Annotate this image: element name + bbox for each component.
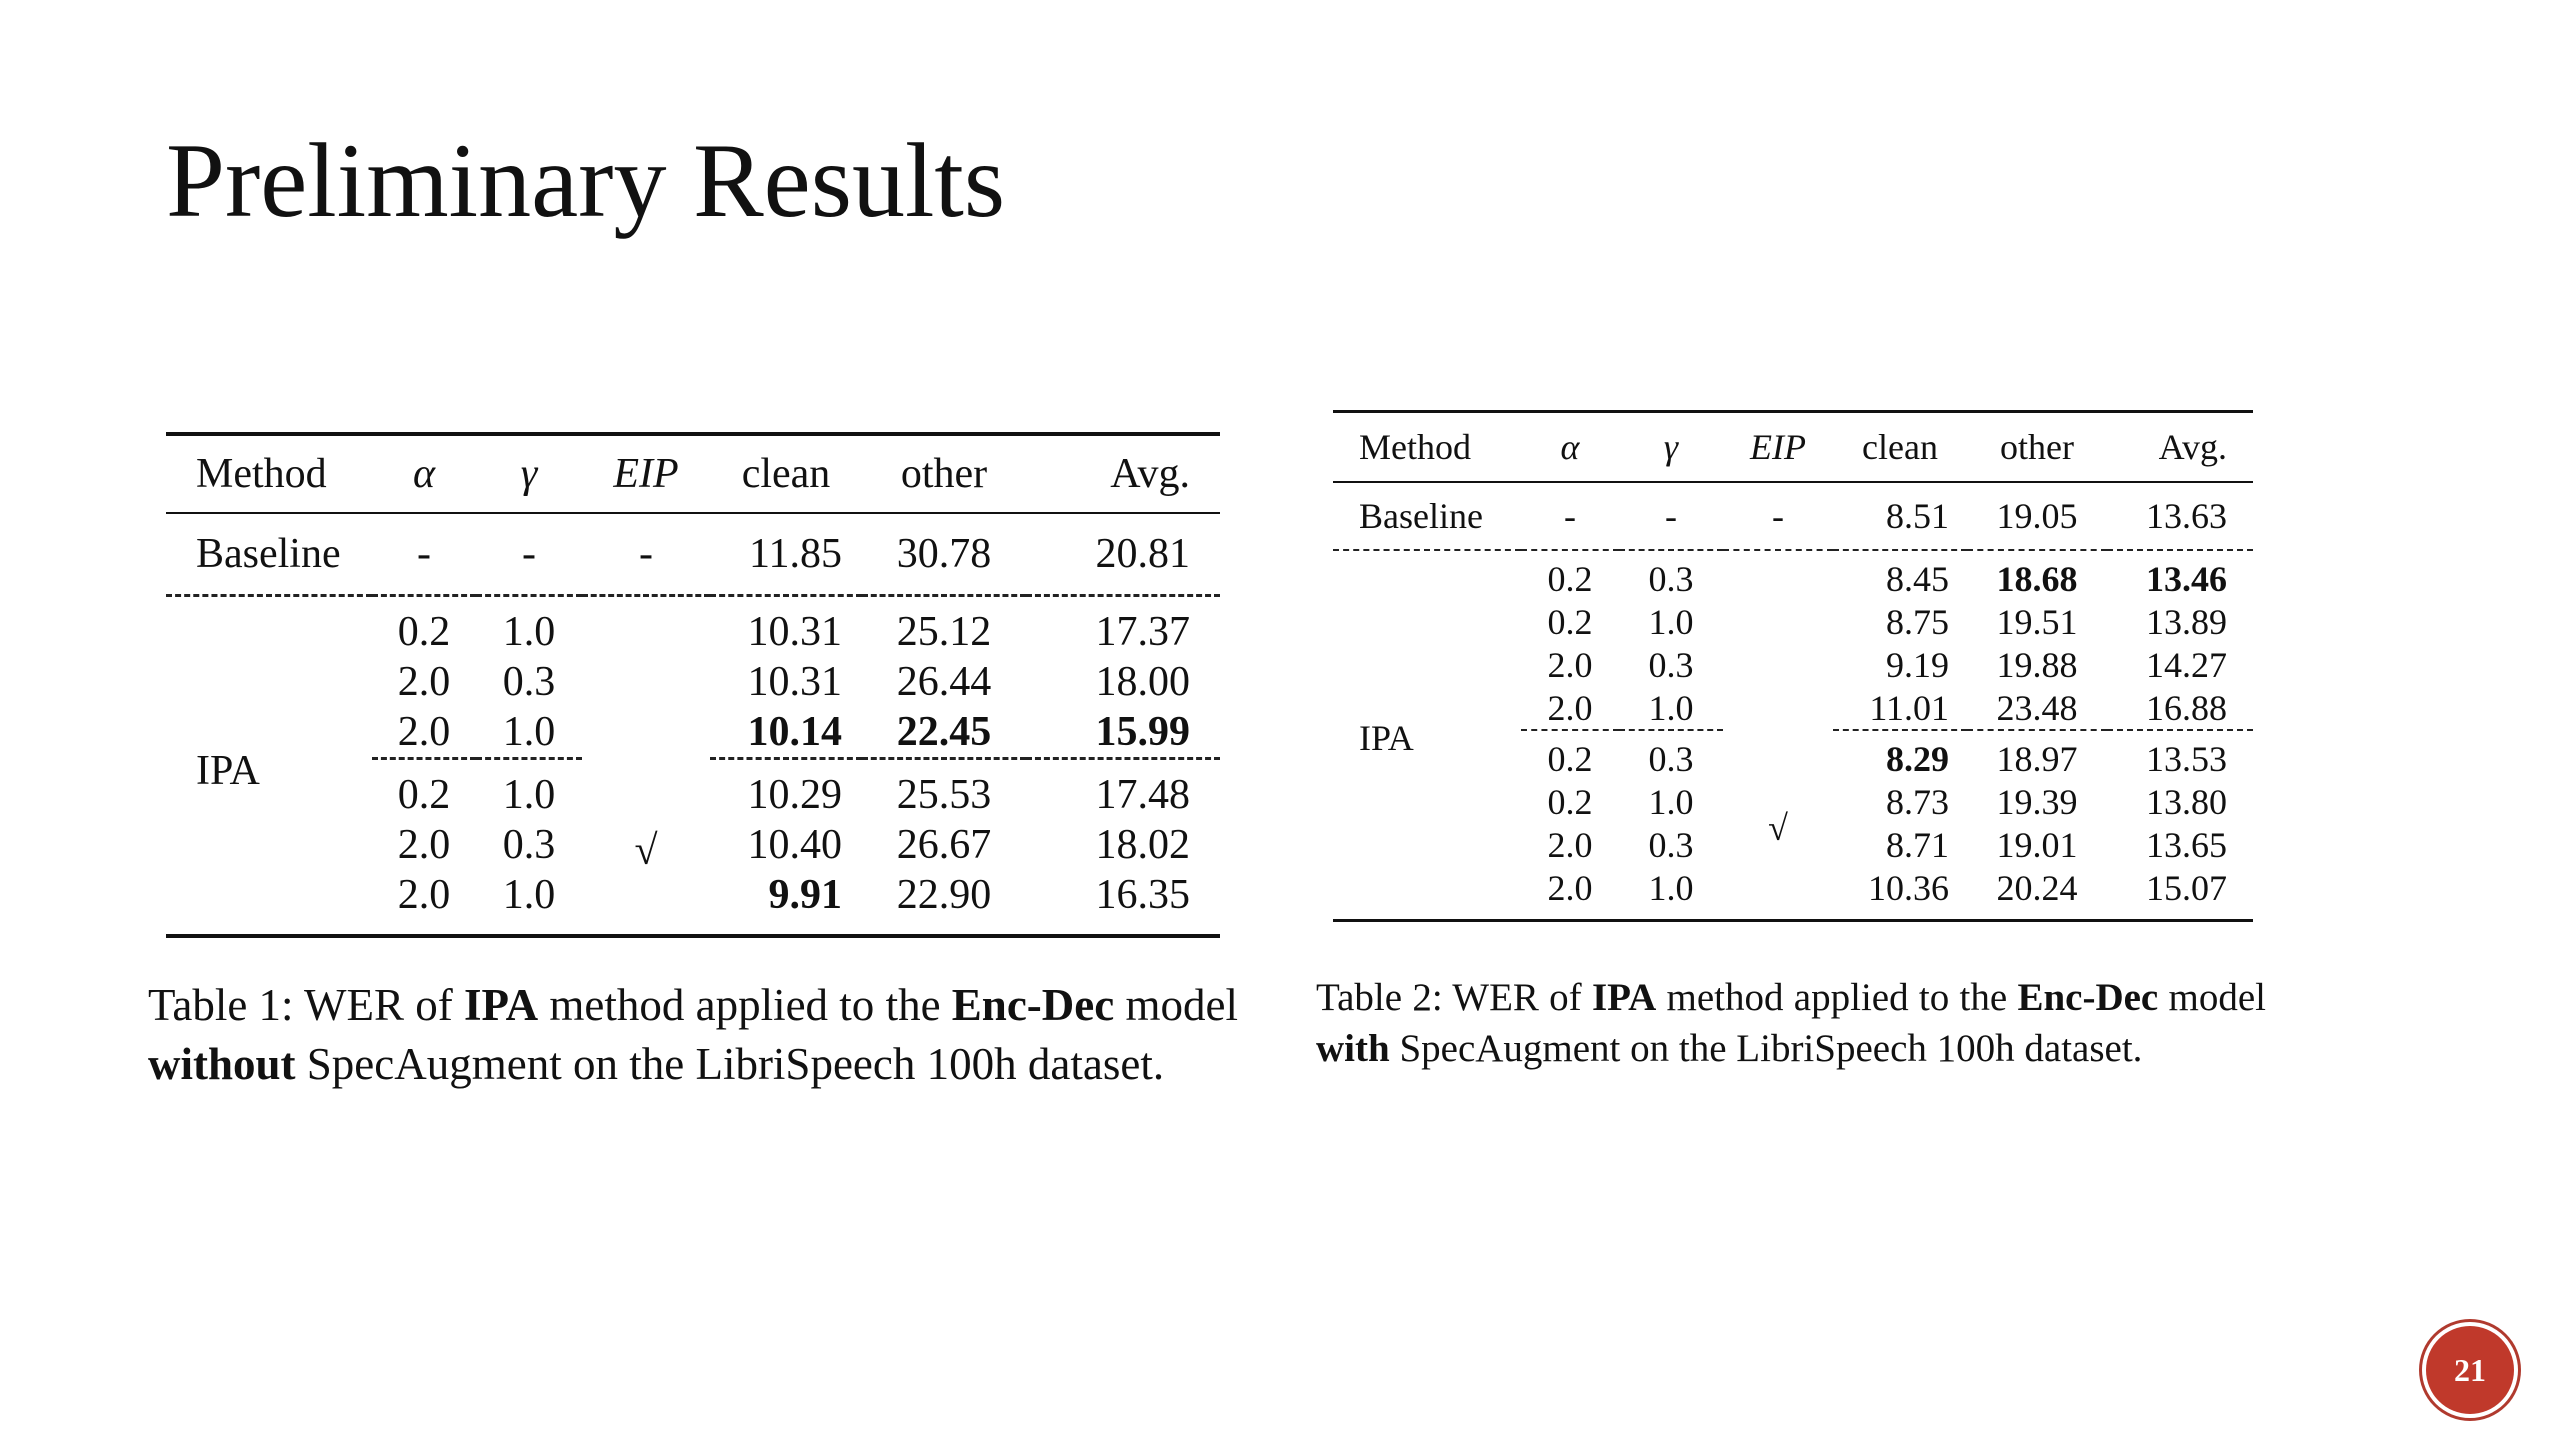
- cell-gamma: 1.0: [1619, 686, 1723, 730]
- cell-eip-empty: [1723, 550, 1833, 730]
- cell-gamma: 1.0: [1648, 867, 1694, 908]
- cell-alpha: 0.2: [397, 772, 451, 818]
- cell-gamma: 0.3: [502, 822, 556, 868]
- cell-avg: 15.99: [1026, 707, 1220, 759]
- cell-gamma: 0.3: [1648, 824, 1694, 865]
- cell-gamma: -: [476, 513, 582, 596]
- cell-alpha: 2.0: [1547, 824, 1593, 865]
- cell-method-group: IPA: [196, 747, 260, 794]
- cell-alpha: 2.0: [372, 707, 476, 759]
- cell-clean: 8.73: [1886, 781, 1949, 822]
- cell-other: 22.45: [862, 707, 1026, 759]
- cell-method: Baseline: [1333, 482, 1521, 550]
- cell-clean: 8.71: [1886, 824, 1949, 865]
- cell-avg: 17.37: [1095, 609, 1190, 655]
- cell-avg: 15.07: [2146, 867, 2227, 908]
- cell-alpha: 2.0: [1547, 644, 1593, 685]
- cell-avg: 16.35: [1095, 872, 1190, 918]
- cell-avg: 14.27: [2146, 644, 2227, 685]
- header-other: other: [862, 434, 1026, 513]
- cell-gamma: 0.3: [1648, 644, 1694, 685]
- cell-alpha: 2.0: [1547, 867, 1593, 908]
- header-eip: EIP: [582, 434, 710, 513]
- cell-method-group: IPA: [1359, 718, 1414, 758]
- header-eip: EIP: [1723, 412, 1833, 483]
- cell-avg: 13.65: [2146, 824, 2227, 865]
- caption-text: SpecAugment on the LibriSpeech 100h dataset.: [1389, 1027, 2143, 1071]
- cell-gamma: 1.0: [1648, 781, 1694, 822]
- cell-gamma: 1.0: [502, 872, 556, 918]
- cell-clean: 10.31: [747, 659, 842, 705]
- cell-avg: 13.53: [2146, 738, 2227, 779]
- cell-clean: 8.45: [1886, 558, 1949, 599]
- caption-text: model: [2158, 976, 2266, 1019]
- caption-bold: Enc-Dec: [2017, 976, 2159, 1019]
- cell-other: 19.88: [1996, 644, 2078, 685]
- header-clean: clean: [710, 434, 862, 513]
- cell-gamma: 1.0: [1648, 601, 1694, 642]
- header-clean: clean: [1833, 412, 1967, 483]
- cell-alpha: 0.2: [397, 609, 451, 655]
- caption-text: method applied to the: [538, 980, 952, 1030]
- cell-alpha: 2.0: [1521, 686, 1619, 730]
- cell-clean: 10.36: [1868, 867, 1949, 908]
- cell-clean: 11.85: [710, 513, 862, 596]
- cell-alpha: 0.2: [1547, 601, 1593, 642]
- cell-avg: 18.02: [1095, 822, 1190, 868]
- cell-avg: 16.88: [2107, 686, 2253, 730]
- check-mark-icon: √: [634, 828, 658, 875]
- page-number-badge: 21: [2426, 1326, 2514, 1414]
- cell-gamma: 0.3: [502, 659, 556, 705]
- cell-clean: 9.19: [1886, 644, 1949, 685]
- caption-text: Table 2: WER of: [1316, 976, 1592, 1019]
- cell-other: 22.90: [896, 872, 992, 918]
- header-gamma: γ: [1619, 412, 1723, 483]
- header-gamma: γ: [476, 434, 582, 513]
- cell-other: 30.78: [862, 513, 1026, 596]
- header-avg: Avg.: [2107, 412, 2253, 483]
- cell-other: 26.67: [896, 822, 992, 868]
- cell-other: 23.48: [1967, 686, 2107, 730]
- results-table-1: [166, 432, 1220, 938]
- cell-clean: 8.51: [1833, 482, 1967, 550]
- cell-other: 18.68: [1996, 558, 2078, 599]
- table-row: [166, 596, 1220, 658]
- cell-other: 19.01: [1996, 824, 2078, 865]
- slide-title: Preliminary Results: [166, 122, 1006, 239]
- table-header-row: [166, 434, 1220, 513]
- cell-other: 25.53: [896, 772, 992, 818]
- caption-bold: Enc-Dec: [951, 980, 1115, 1030]
- table-row: [1333, 482, 2253, 550]
- cell-clean: 10.14: [710, 707, 862, 759]
- cell-gamma: -: [1619, 482, 1723, 550]
- cell-other: 19.05: [1967, 482, 2107, 550]
- cell-alpha: -: [1521, 482, 1619, 550]
- cell-eip-empty: [582, 596, 710, 759]
- cell-alpha: -: [372, 513, 476, 596]
- caption-bold: IPA: [1591, 976, 1657, 1019]
- cell-other: 18.97: [1996, 738, 2078, 779]
- header-method: Method: [1333, 412, 1521, 483]
- cell-other: 25.12: [896, 609, 992, 655]
- cell-clean: 10.31: [747, 609, 842, 655]
- cell-avg: 18.00: [1095, 659, 1190, 705]
- header-alpha: α: [372, 434, 476, 513]
- header-method: Method: [166, 434, 372, 513]
- cell-clean: 10.29: [747, 772, 842, 818]
- cell-gamma: 1.0: [502, 772, 556, 818]
- cell-gamma: 0.3: [1648, 738, 1694, 779]
- cell-alpha: 2.0: [397, 822, 451, 868]
- cell-avg: 13.46: [2146, 558, 2227, 599]
- results-table-2: [1333, 410, 2253, 922]
- caption-text: method applied to the: [1656, 976, 2018, 1019]
- cell-alpha: 2.0: [397, 872, 451, 918]
- caption-text: model: [1114, 980, 1238, 1030]
- table-2-caption: [1316, 972, 2266, 1075]
- cell-alpha: 2.0: [397, 659, 451, 705]
- caption-text: SpecAugment on the LibriSpeech 100h dataset.: [295, 1039, 1165, 1090]
- cell-method: Baseline: [166, 513, 372, 596]
- cell-other: 20.24: [1996, 867, 2078, 908]
- cell-gamma: 1.0: [476, 707, 582, 759]
- cell-alpha: 0.2: [1547, 738, 1593, 779]
- cell-other: 26.44: [896, 659, 992, 705]
- cell-gamma: 1.0: [502, 609, 556, 655]
- cell-avg: 13.63: [2107, 482, 2253, 550]
- caption-text: Table 1: WER of: [148, 980, 464, 1030]
- check-mark-icon: √: [1768, 807, 1788, 848]
- cell-other: 19.39: [1996, 781, 2078, 822]
- cell-avg: 17.48: [1095, 772, 1190, 818]
- caption-bold: without: [148, 1039, 296, 1090]
- cell-clean: 8.75: [1886, 601, 1949, 642]
- cell-clean: 11.01: [1833, 686, 1967, 730]
- cell-other: 19.51: [1996, 601, 2078, 642]
- table-header-row: [1333, 412, 2253, 483]
- table-row: [166, 513, 1220, 596]
- cell-gamma: 0.3: [1648, 558, 1694, 599]
- table-1-caption: [148, 976, 1238, 1095]
- cell-avg: 20.81: [1026, 513, 1220, 596]
- cell-alpha: 0.2: [1547, 781, 1593, 822]
- caption-bold: IPA: [463, 980, 539, 1030]
- cell-avg: 13.89: [2146, 601, 2227, 642]
- cell-clean: 10.40: [747, 822, 842, 868]
- caption-bold: with: [1316, 1027, 1390, 1071]
- header-alpha: α: [1521, 412, 1619, 483]
- table-row: [1333, 550, 2253, 600]
- cell-eip: -: [582, 513, 710, 596]
- cell-eip: -: [1723, 482, 1833, 550]
- cell-clean: 9.91: [768, 872, 842, 918]
- header-other: other: [1967, 412, 2107, 483]
- cell-clean: 8.29: [1886, 738, 1949, 779]
- cell-avg: 13.80: [2146, 781, 2227, 822]
- header-avg: Avg.: [1026, 434, 1220, 513]
- cell-alpha: 0.2: [1547, 558, 1593, 599]
